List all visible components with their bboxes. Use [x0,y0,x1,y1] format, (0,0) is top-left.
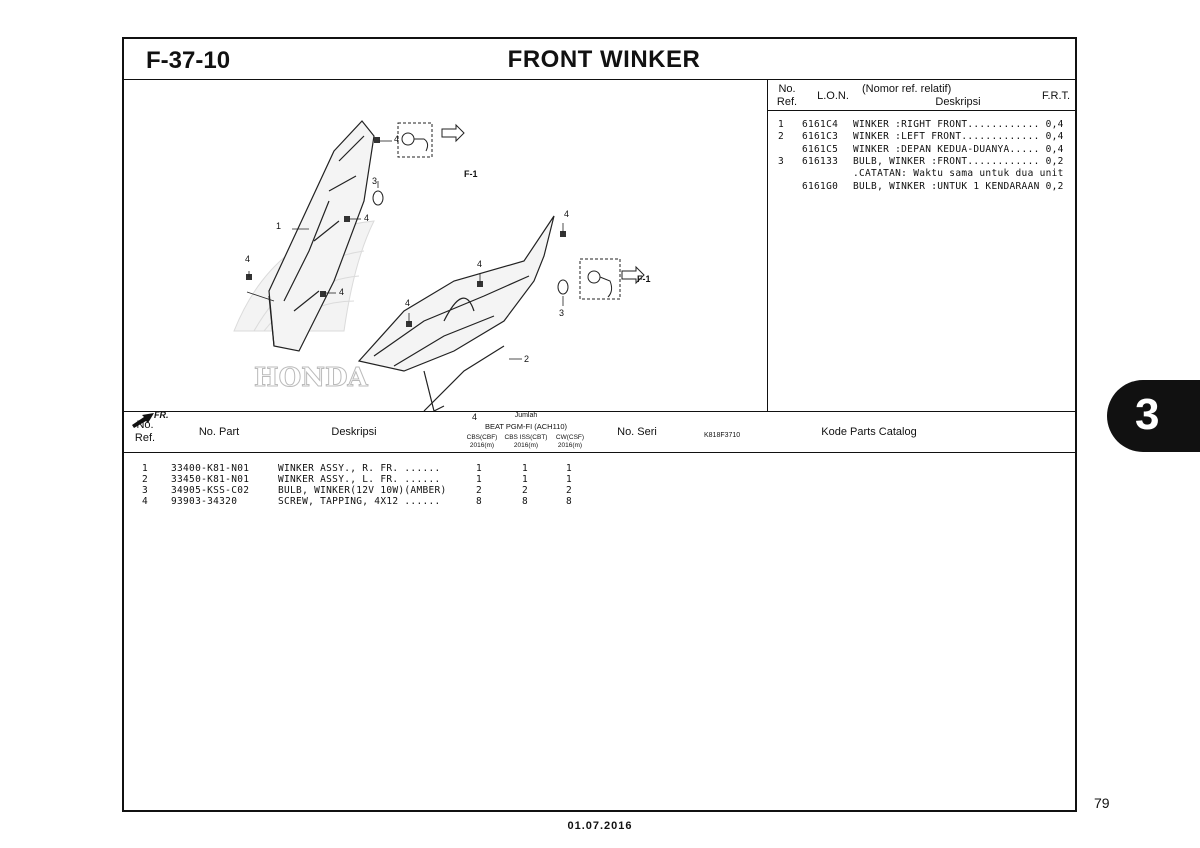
parts-row-qty: 2 [522,485,529,496]
parts-row [124,485,824,496]
bulb-socket-upper [398,123,464,157]
image-code: K818F3710 [704,432,741,439]
page-number: 79 [1094,795,1110,811]
callout-f1: F-1 [464,169,478,179]
callout-2: 2 [524,354,530,364]
parts-row-part: 34905-KSS-C02 [171,485,250,496]
section-tab: 3 [1107,380,1200,452]
lon-row [768,131,1077,143]
parts-row-qty: 1 [566,474,573,485]
callout-4: 4 [477,259,483,269]
callout-4: 4 [564,209,570,219]
parts-row [124,463,824,474]
parts-row [124,474,824,485]
variant-year: 2016(m) [513,442,539,449]
parts-row-qty: 1 [566,463,573,474]
lon-row-desc: WINKER :DEPAN KEDUA-DUANYA..... 0,4 [853,143,1064,155]
lon-header-no-ref: No. Ref. [776,83,798,108]
variant-year: 2016(m) [469,442,495,449]
parts-row-desc: SCREW, TAPPING, 4X12 ...... [278,496,441,507]
lon-row [768,119,1077,131]
lon-row-lon: 6161G0 [802,180,839,192]
parts-row-ref: 3 [142,485,149,496]
lon-row-desc: WINKER :LEFT FRONT............. 0,4 [853,131,1064,143]
parts-row-qty: 8 [566,496,573,507]
parts-row-qty: 2 [476,485,483,496]
callout-3: 3 [372,176,378,186]
callout-4: 4 [245,254,251,264]
callout-4: 4 [405,298,411,308]
callout-4: 4 [394,134,400,144]
parts-header-model: BEAT PGM-FI (ACH110) [484,422,568,431]
lon-row [768,168,1077,180]
parts-header-jumlah: Jumlah [514,412,538,419]
callout-4: 4 [472,412,478,422]
parts-row-ref: 4 [142,496,149,507]
lon-row-lon: 6161C3 [802,131,839,143]
parts-row-desc: BULB, WINKER(12V 10W)(AMBER) [278,485,447,496]
parts-row-qty: 1 [476,463,483,474]
parts-row-part: 33450-K81-N01 [171,474,250,485]
lon-row-desc: BULB, WINKER :UNTUK 1 KENDARAAN 0,2 [853,180,1064,192]
variant-name: CBS ISS(CBT) [504,434,548,441]
lon-row-desc: WINKER :RIGHT FRONT............ 0,4 [853,119,1064,130]
parts-row [124,496,824,507]
lon-header-desc: (Nomor ref. relatif) Deskripsi [862,83,981,108]
footer-date: 01.07.2016 [567,820,633,832]
variant-header [548,434,592,450]
variant-year: 2016(m) [557,442,583,449]
variant-name: CW(CSF) [555,434,585,441]
parts-row-part: 33400-K81-N01 [171,463,250,474]
parts-header-no-part: No. Part [198,426,240,438]
catalog-page-frame [122,37,1077,812]
callout-3: 3 [559,308,565,318]
lon-row [768,181,1077,193]
lon-row-desc: .CATATAN: Waktu sama untuk dua unit [853,168,1064,180]
lon-row-lon: 6161C4 [802,119,839,130]
bulb-socket-lower [580,259,644,299]
left-winker-assy [359,216,554,411]
parts-header-no-seri: No. Seri [617,426,657,438]
lon-row-ref: 3 [778,155,785,167]
variant-header [504,434,548,450]
lon-row [768,156,1077,168]
lon-row [768,144,1077,156]
lon-header-frt: F.R.T. [1041,90,1071,102]
page-title: FRONT WINKER [507,46,701,73]
page-code: F-37-10 [146,47,231,74]
diagram-bottom-divider [124,411,1075,412]
parts-row-desc: WINKER ASSY., L. FR. ...... [278,474,441,485]
parts-row-desc: WINKER ASSY., R. FR. ...... [278,463,441,474]
front-label: FR. [154,410,169,420]
callout-1: 1 [276,221,282,231]
lon-table [768,79,1077,411]
parts-header-divider [124,452,1075,453]
parts-header-desc: Deskripsi [331,426,377,438]
parts-header-catalog: Kode Parts Catalog [821,426,917,438]
callout-f1: F-1 [637,274,651,284]
lon-row-lon: 616133 [802,155,839,167]
parts-row-part: 93903-34320 [171,496,238,507]
honda-watermark-text: HONDA [254,363,368,393]
callout-4: 4 [364,213,370,223]
parts-header-no-ref: No. Ref. [134,419,156,444]
lon-header-divider [768,110,1077,111]
parts-row-ref: 2 [142,474,149,485]
parts-row-qty: 8 [522,496,529,507]
lon-row-ref: 2 [778,131,785,143]
lon-header-lon: L.O.N. [817,90,849,102]
parts-row-qty: 2 [566,485,573,496]
parts-row-qty: 8 [476,496,483,507]
parts-row-qty: 1 [476,474,483,485]
callout-4: 4 [339,287,345,297]
lon-row-desc: BULB, WINKER :FRONT............ 0,2 [853,155,1064,167]
variant-name: CBS(CBF) [466,434,498,441]
parts-row-ref: 1 [142,463,149,474]
lon-row-ref: 1 [778,119,785,130]
parts-row-qty: 1 [522,463,529,474]
lon-row-lon: 6161C5 [802,143,839,155]
variant-header [460,434,504,450]
parts-row-qty: 1 [522,474,529,485]
